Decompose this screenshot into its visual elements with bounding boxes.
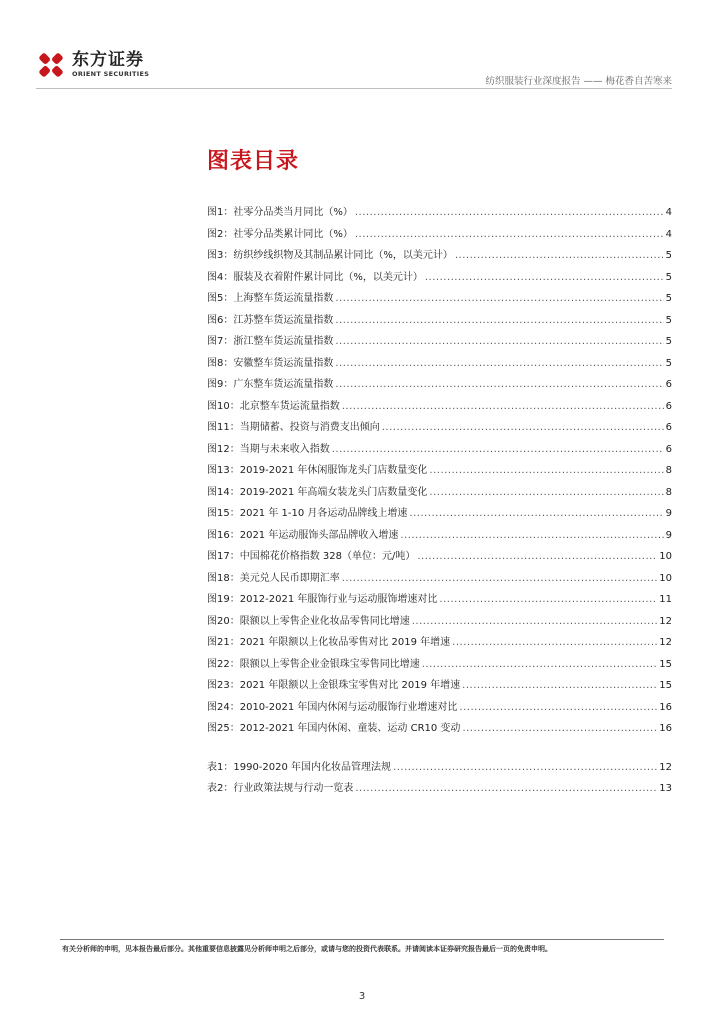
toc-entry-page: 15 [659, 658, 672, 670]
toc-entry-label: 图2：社零分品类累计同比（%） [207, 228, 353, 240]
toc-leader [355, 783, 657, 794]
toc-entry-label: 图11：当期储蓄、投资与消费支出倾向 [207, 422, 380, 433]
toc-leader [342, 401, 664, 412]
toc-entry-label: 图20：限额以上零售企业化妆品零售同比增速 [207, 615, 410, 627]
toc-entry-page: 8 [665, 465, 672, 476]
toc-entry-page: 15 [659, 680, 672, 691]
toc-entry-page: 6 [665, 443, 672, 455]
toc-entry[interactable] [207, 311, 672, 333]
toc-entry-label: 表1：1990-2020 年国内化妆品管理法规 [207, 761, 392, 773]
toc-entry-label: 图21：2021 年限额以上化妆品零售对比 2019 年增速 [207, 637, 451, 648]
toc-leader [335, 336, 663, 347]
toc-leader [335, 315, 663, 326]
logo-name-cn: 东方证券 [72, 50, 144, 70]
toc-leader [400, 530, 663, 541]
toc-entry-page: 10 [659, 572, 672, 584]
toc-entry[interactable] [207, 526, 672, 548]
toc-entry[interactable] [207, 612, 672, 634]
toc-entry[interactable] [207, 569, 672, 591]
toc-leader [412, 616, 658, 627]
toc-entry-label: 表2：行业政策法规与行动一览表 [207, 783, 354, 794]
toc-entry-label: 图24：2010-2021 年国内休闲与运动服饰行业增速对比 [207, 701, 458, 713]
toc-entry-page: 4 [665, 228, 672, 240]
toc-entry[interactable] [207, 246, 672, 268]
toc-entry-page: 8 [665, 486, 672, 498]
toc-leader [422, 659, 658, 670]
section-gap [207, 741, 672, 758]
toc-leader [335, 379, 663, 390]
toc-entry-label: 图18：美元兑人民币即期汇率 [207, 572, 340, 584]
toc-leader [439, 594, 657, 605]
company-logo [36, 50, 149, 80]
toc-entry-page: 6 [665, 379, 672, 390]
toc-entry[interactable] [207, 676, 672, 698]
footer-divider [60, 939, 664, 940]
logo-name-en: ORIENT SECURITIES [72, 70, 150, 78]
toc-entry-page: 5 [665, 357, 672, 369]
toc-entry[interactable] [207, 440, 672, 462]
toc-leader [342, 573, 658, 584]
toc-leader [455, 250, 664, 261]
toc-entry-page: 11 [659, 594, 672, 605]
disclaimer: 有关分析师的申明，见本报告最后部分。其他重要信息披露见分析师申明之后部分，或请与您的投资代表联系。并请阅读本证券研究报告最后一页的免责申明。 [62, 945, 552, 953]
toc-entry-page: 5 [665, 293, 672, 304]
toc-leader [335, 293, 663, 304]
toc-entry[interactable] [207, 547, 672, 569]
toc-entry[interactable] [207, 504, 672, 526]
toc-entry-label: 图23：2021 年限额以上金银珠宝零售对比 2019 年增速 [207, 680, 461, 691]
toc-entry-page: 12 [659, 615, 672, 627]
toc-entry-label: 图17：中国棉花价格指数 328（单位：元/吨） [207, 551, 416, 562]
toc-entry[interactable] [207, 268, 672, 290]
toc-entry-page: 5 [665, 250, 672, 261]
orient-securities-logo-icon [36, 50, 66, 80]
toc-entry-label: 图4：服装及衣着附件累计同比（%，以美元计） [207, 271, 423, 283]
toc-entry[interactable] [207, 633, 672, 655]
toc-entry-page: 12 [659, 637, 672, 648]
toc-entry[interactable] [207, 203, 672, 225]
toc-entry-label: 图9：广东整车货运流量指数 [207, 379, 334, 390]
toc-entry-page: 12 [659, 761, 672, 773]
toc-leader [409, 508, 663, 519]
toc-entry-label: 图5：上海整车货运流量指数 [207, 293, 334, 304]
toc-entry[interactable] [207, 461, 672, 483]
toc-entry-page: 16 [659, 701, 672, 713]
page-number: 3 [358, 991, 366, 1002]
toc-entry[interactable] [207, 289, 672, 311]
toc-entry[interactable] [207, 483, 672, 505]
toc-entry-label: 图12：当期与未来收入指数 [207, 443, 330, 455]
toc-entry[interactable] [207, 332, 672, 354]
toc-entry-label: 图14：2019-2021 年高端女装龙头门店数量变化 [207, 486, 428, 498]
toc-entry-page: 5 [665, 336, 672, 347]
toc-entry-label: 图22：限额以上零售企业金银珠宝零售同比增速 [207, 658, 420, 670]
toc-entry[interactable] [207, 418, 672, 440]
toc-entry[interactable] [207, 375, 672, 397]
toc-entry-page: 5 [665, 271, 672, 283]
toc-leader [429, 487, 663, 498]
table-of-figures [207, 203, 672, 801]
toc-leader [462, 680, 657, 691]
toc-entry-page: 13 [659, 783, 672, 794]
toc-leader [417, 551, 657, 562]
toc-leader [429, 465, 663, 476]
toc-leader [355, 207, 664, 218]
toc-leader [382, 422, 664, 433]
toc-entry-label: 图7：浙江整车货运流量指数 [207, 336, 334, 347]
toc-entry-page: 6 [665, 422, 672, 433]
toc-entry-page: 4 [665, 207, 672, 218]
toc-entry-page: 5 [665, 314, 672, 326]
toc-entry-label: 图15：2021 年 1-10 月各运动品牌线上增速 [207, 508, 408, 519]
toc-leader [459, 702, 657, 713]
toc-entry[interactable] [207, 655, 672, 677]
toc-leader [425, 272, 664, 283]
toc-entry[interactable] [207, 698, 672, 720]
toc-leader [393, 762, 657, 773]
toc-entry-label: 图6：江苏整车货运流量指数 [207, 314, 334, 326]
toc-entry-page: 16 [659, 723, 672, 734]
toc-entry-page: 9 [665, 529, 672, 541]
toc-entry[interactable] [207, 225, 672, 247]
toc-entry[interactable] [207, 779, 672, 801]
toc-entry-page: 9 [665, 508, 672, 519]
report-title: 纺织服装行业深度报告 —— 梅花香自苦寒来 [485, 76, 672, 87]
toc-entry[interactable] [207, 397, 672, 419]
toc-entry-label: 图16：2021 年运动服饰头部品牌收入增速 [207, 529, 399, 541]
toc-leader [452, 637, 657, 648]
header-divider [36, 88, 672, 89]
toc-entry-label: 图25：2012-2021 年国内休闲、童装、运动 CR10 变动 [207, 723, 461, 734]
toc-entry-label: 图13：2019-2021 年休闲服饰龙头门店数量变化 [207, 465, 428, 476]
toc-entry-label: 图19：2012-2021 年服饰行业与运动服饰增速对比 [207, 594, 438, 605]
toc-entry-page: 10 [659, 551, 672, 562]
toc-title: 图表目录 [207, 149, 300, 174]
toc-entry-page: 6 [665, 400, 672, 412]
toc-leader [355, 229, 664, 240]
toc-entry-label: 图8：安徽整车货运流量指数 [207, 357, 334, 369]
toc-entry-label: 图1：社零分品类当月同比（%） [207, 207, 353, 218]
toc-entry[interactable] [207, 758, 672, 780]
toc-entry-label: 图3：纺织纱线织物及其制品累计同比（%，以美元计） [207, 250, 453, 261]
toc-leader [332, 444, 664, 455]
toc-leader [462, 723, 657, 734]
toc-entry[interactable] [207, 719, 672, 741]
toc-entry[interactable] [207, 354, 672, 376]
toc-leader [335, 358, 663, 369]
toc-entry-label: 图10：北京整车货运流量指数 [207, 400, 340, 412]
toc-entry[interactable] [207, 590, 672, 612]
